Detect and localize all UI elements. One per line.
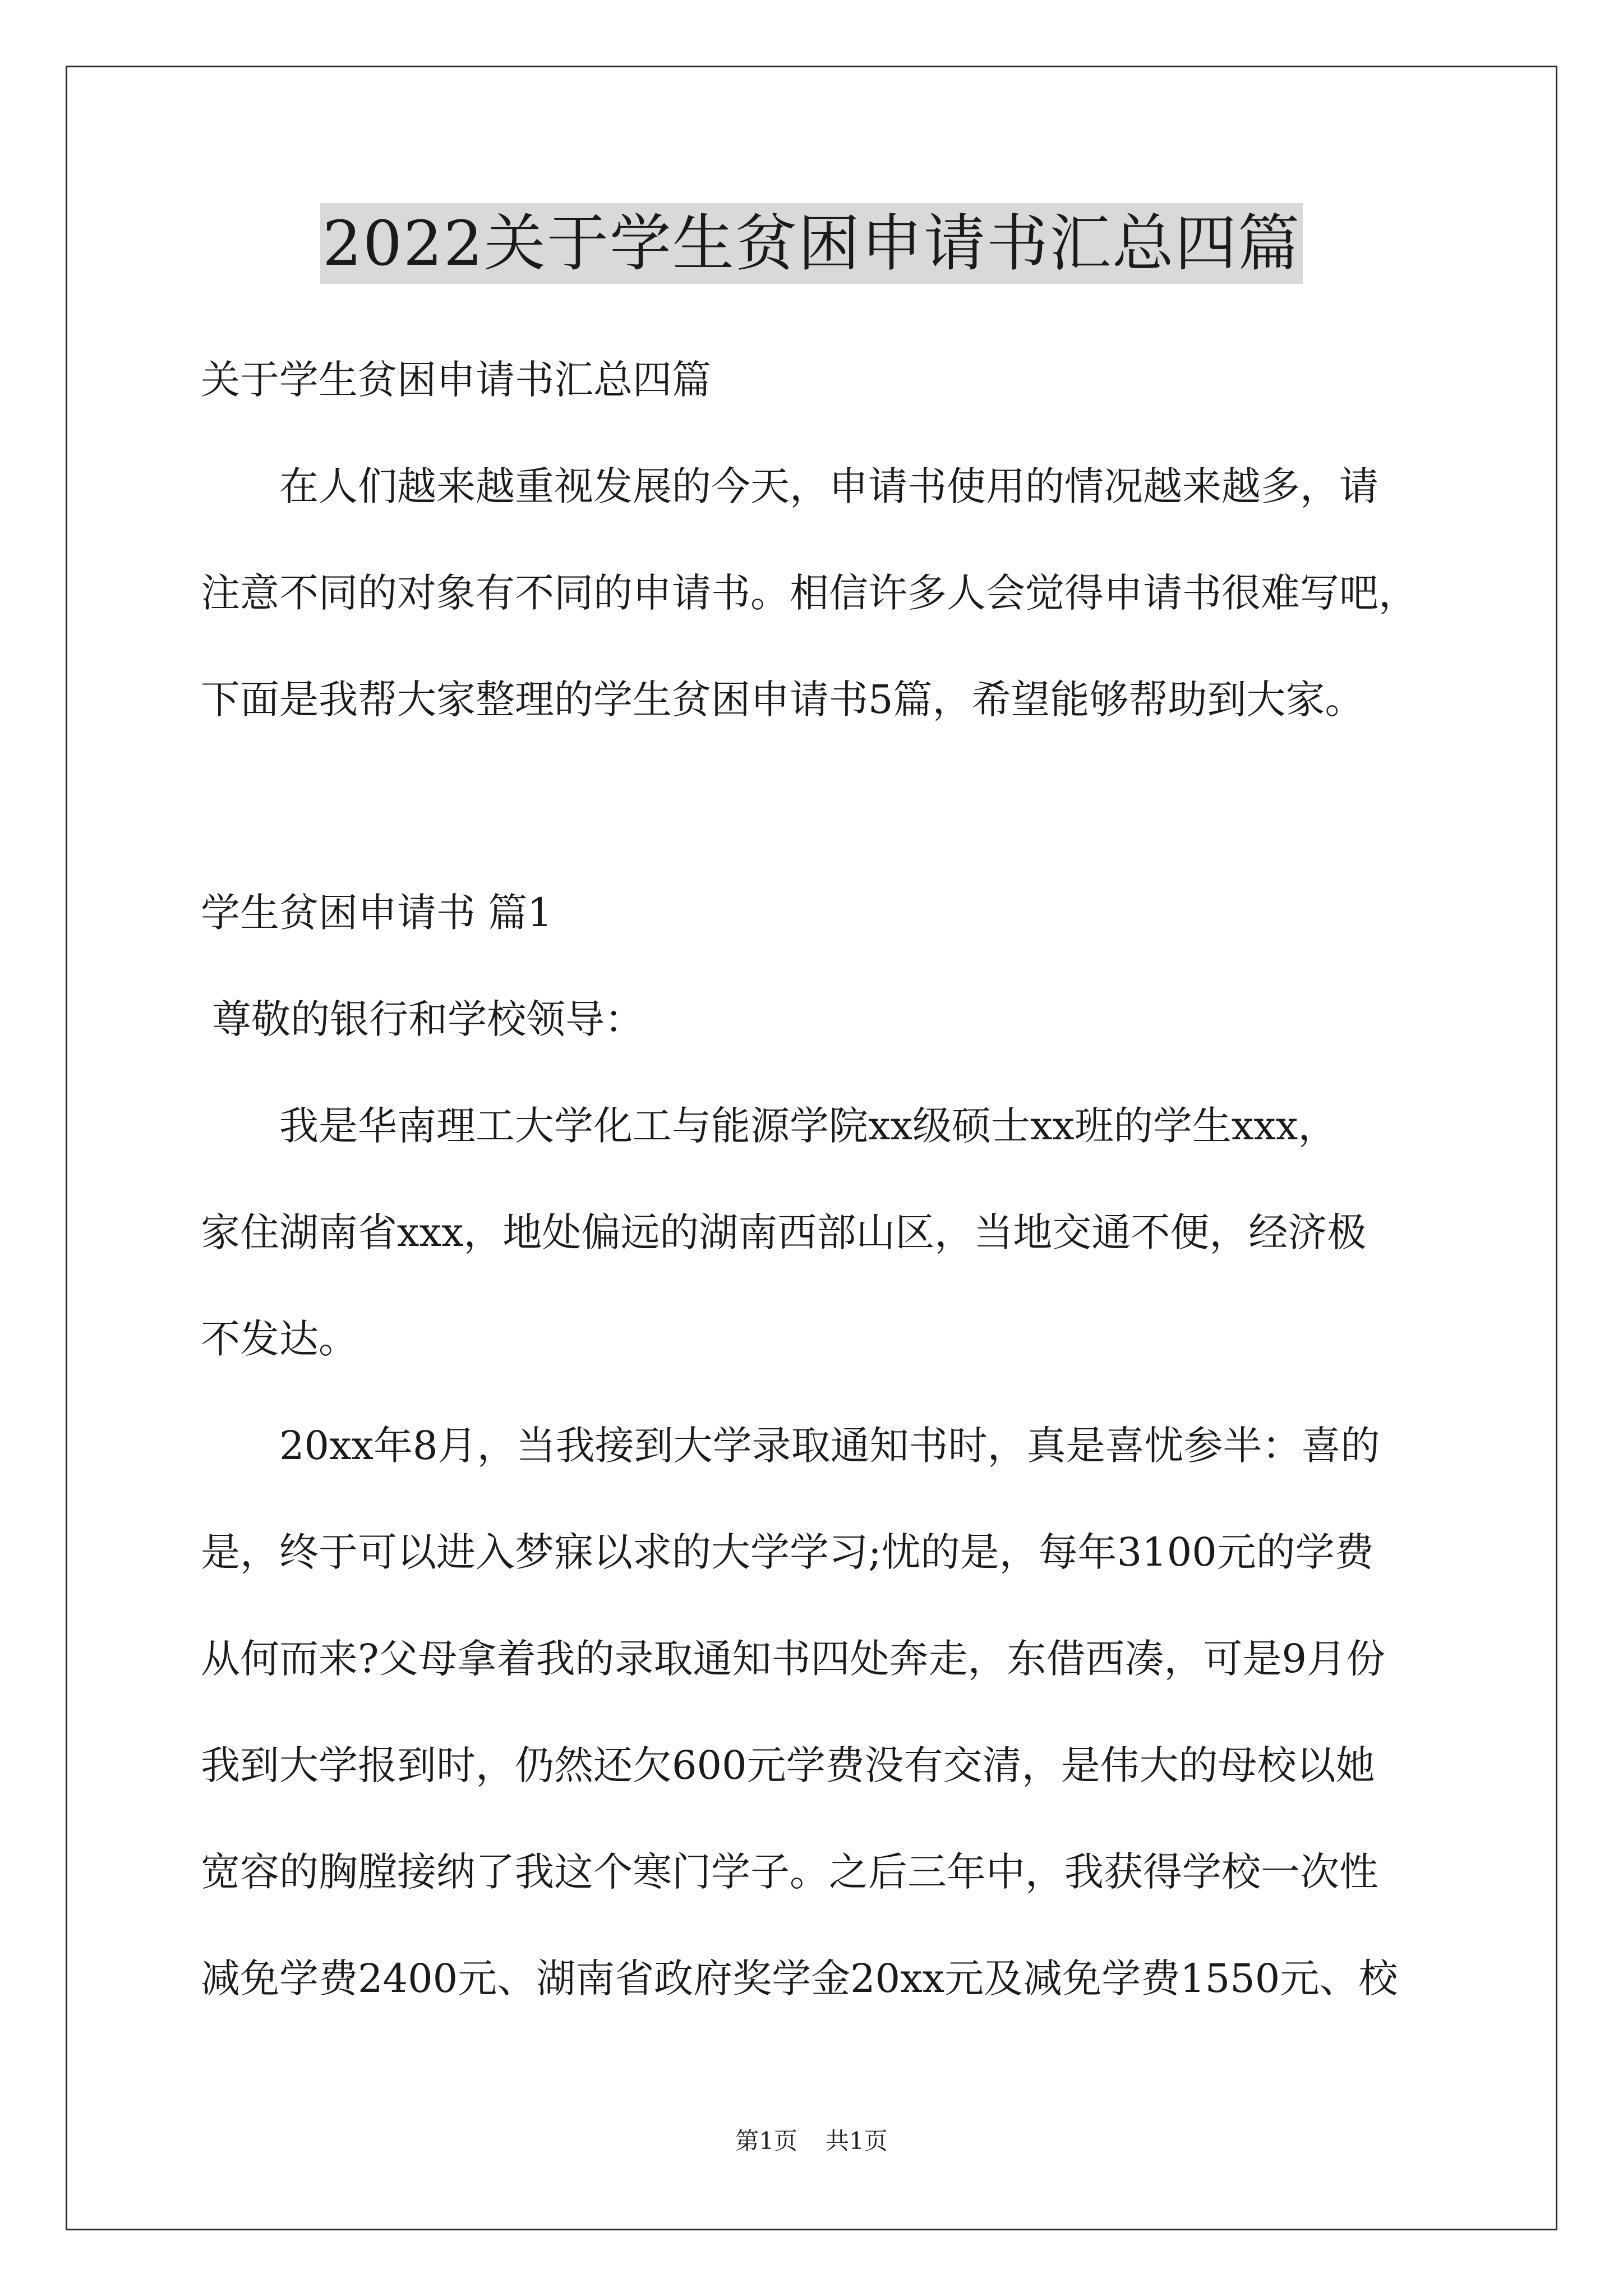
paragraph-1-line-3: 不发达。 <box>201 1316 358 1362</box>
title-container <box>0 203 1623 284</box>
paragraph-2-line-1: 20xx年8月，当我接到大学录取通知书时，真是喜忧参半：喜的 <box>279 1423 1380 1469</box>
paragraph-2-line-2: 是，终于可以进入梦寐以求的大学学习;忧的是，每年3100元的学费 <box>201 1529 1374 1575</box>
paragraph-2-line-3: 从何而来?父母拿着我的录取通知书四处奔走，东借西凑，可是9月份 <box>201 1636 1386 1682</box>
paragraph-2-line-5: 宽容的胸膛接纳了我这个寒门学子。之后三年中，我获得学校一次性 <box>201 1849 1378 1895</box>
intro-line-1: 在人们越来越重视发展的今天，申请书使用的情况越来越多，请 <box>279 463 1378 509</box>
paragraph-2-line-4: 我到大学报到时，仍然还欠600元学费没有交清，是伟大的母校以她 <box>201 1742 1375 1788</box>
intro-line-2: 注意不同的对象有不同的申请书。相信许多人会觉得申请书很难写吧， <box>201 570 1418 616</box>
intro-line-3: 下面是我帮大家整理的学生贫困申请书5篇，希望能够帮助到大家。 <box>201 677 1364 723</box>
paragraph-1-line-1: 我是华南理工大学化工与能源学院xx级硕士xx班的学生xxx， <box>279 1103 1338 1149</box>
page-footer <box>0 2126 1623 2156</box>
section-heading: 学生贫困申请书 篇1 <box>201 890 552 936</box>
document-subtitle: 关于学生贫困申请书汇总四篇 <box>201 357 711 403</box>
salutation: 尊敬的银行和学校领导： <box>212 996 644 1042</box>
document-title: 2022关于学生贫困申请书汇总四篇 <box>320 203 1303 284</box>
page-number-current: 第1页 <box>735 2127 797 2155</box>
page-number-total: 共1页 <box>826 2127 888 2155</box>
paragraph-1-line-2: 家住湖南省xxx，地处偏远的湖南西部山区，当地交通不便，经济极 <box>201 1209 1367 1255</box>
paragraph-2-line-6: 减免学费2400元、湖南省政府奖学金20xx元及减免学费1550元、校 <box>201 1955 1398 2001</box>
